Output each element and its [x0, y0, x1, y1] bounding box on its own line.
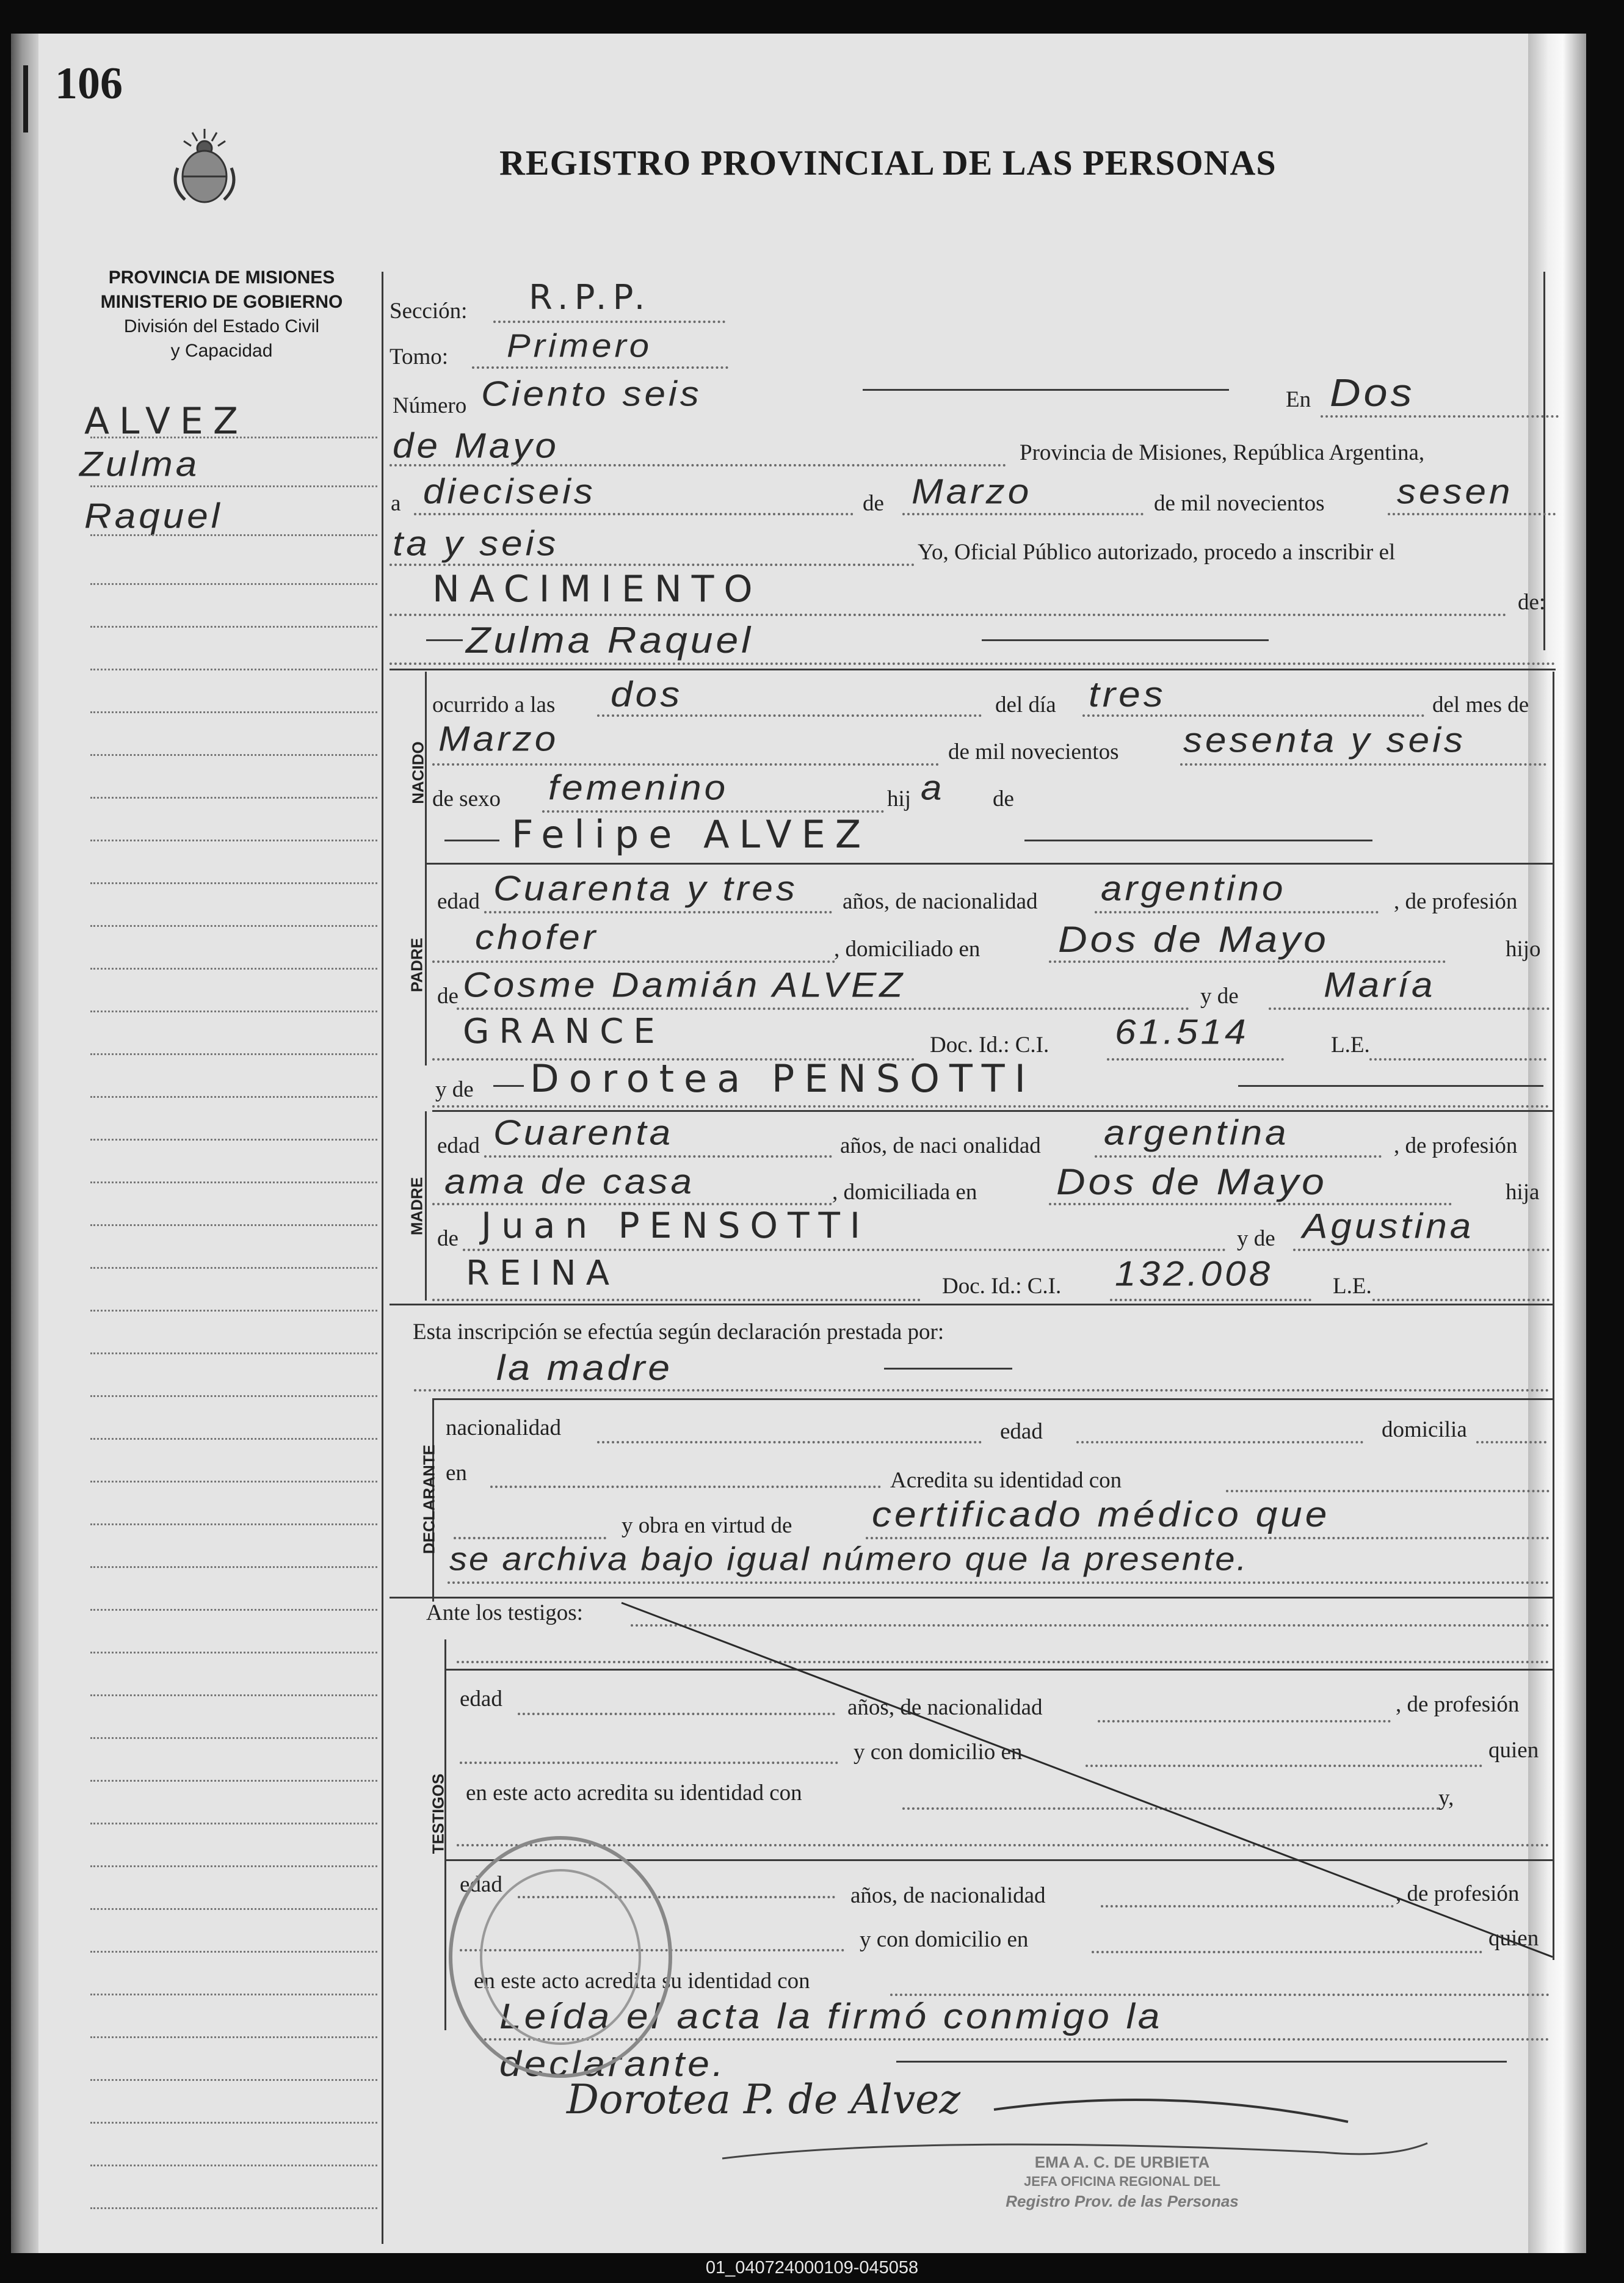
label-yo: Yo, Oficial Público autorizado, procedo a inscribir el — [918, 540, 1396, 565]
official-stamp — [939, 2152, 1305, 2211]
side-label-padre: PADRE — [407, 937, 426, 993]
page-number: 106 — [55, 59, 123, 109]
label-domicilio-t1: y con domicilio en — [854, 1740, 1023, 1765]
label-doc-id-madre: Doc. Id.: C.I. — [942, 1274, 1062, 1299]
label-quien-t2: quien — [1488, 1926, 1539, 1951]
field-madre: Dorotea PENSOTTI — [530, 1056, 1035, 1101]
label-hija: hija — [1506, 1180, 1540, 1205]
side-label-nacido: NACIDO — [408, 741, 427, 804]
stamp-line-1: EMA A. C. DE URBIETA — [1034, 2153, 1210, 2171]
document-page — [11, 34, 1586, 2253]
side-label-madre: MADRE — [407, 1177, 426, 1236]
label-de-mil-2: de mil novecientos — [948, 739, 1119, 764]
label-anos-nac-t1: años, de nacionalidad — [847, 1695, 1043, 1720]
image-footer-caption: 01_040724000109-045058 — [0, 2253, 1624, 2283]
field-sexo: femenino — [548, 768, 729, 808]
label-y-coma: y, — [1438, 1785, 1454, 1810]
field-obra-2: se archiva bajo igual número que la presente. — [449, 1541, 1249, 1578]
field-anio-1: sesen — [1397, 472, 1513, 512]
label-y-de-2: y de — [435, 1077, 474, 1102]
label-en-este-acto-t2: en este acto acredita su identidad con — [474, 1969, 810, 1994]
field-abuela-m-2: REINA — [466, 1254, 620, 1293]
margin-name-2: Raquel — [84, 496, 223, 536]
label-obra: y obra en virtud de — [622, 1513, 792, 1538]
label-anos-nac-madre: años, de naci onalidad — [840, 1133, 1041, 1158]
label-en-decl: en — [446, 1461, 467, 1486]
stamp-line-3: Registro Prov. de las Personas — [1006, 2192, 1239, 2210]
field-declarante: la madre — [496, 1347, 673, 1388]
field-madre-ci: 132.008 — [1115, 1254, 1274, 1294]
field-dia: dieciseis — [423, 472, 596, 512]
field-anio-nac: sesenta y seis — [1183, 720, 1466, 760]
label-en-este-acto-t1: en este acto acredita su identidad con — [466, 1780, 802, 1806]
field-padre-ci: 61.514 — [1115, 1012, 1249, 1052]
label-hij: hij — [887, 786, 912, 811]
label-de-sexo: de sexo — [432, 786, 501, 811]
label-edad-t2: edad — [460, 1872, 502, 1897]
field-obra-1: certificado médico que — [872, 1494, 1330, 1535]
field-abuela-m-1: Agustina — [1302, 1207, 1474, 1246]
field-madre-prof: ama de casa — [444, 1162, 695, 1202]
label-profesion-t2: , de profesión — [1396, 1881, 1520, 1906]
signature: Dorotea P. de Alvez — [567, 2076, 961, 2123]
label-le-madre: L.E. — [1333, 1274, 1372, 1299]
field-lugar: de Mayo — [393, 426, 559, 466]
label-anos-nac-padre: años, de nacionalidad — [843, 889, 1038, 914]
field-nombre: Zulma Raquel — [466, 619, 753, 661]
label-domicilio-t2: y con domicilio en — [860, 1927, 1029, 1952]
label-numero: Número — [393, 393, 467, 418]
field-padre-edad: Cuarenta y tres — [493, 869, 798, 909]
label-y-de-madre: y de — [1237, 1226, 1275, 1251]
field-tomo: Primero — [507, 327, 653, 365]
field-padre-dom: Dos de Mayo — [1058, 918, 1329, 960]
label-anos-nac-t2: años, de nacionalidad — [850, 1883, 1046, 1908]
margin-name-1: Zulma — [79, 445, 200, 484]
field-padre-prof: chofer — [475, 918, 599, 957]
field-leida-1: Leída el acta la firmó conmigo la — [499, 1995, 1163, 2037]
field-anio-2: ta y seis — [393, 524, 559, 564]
label-hijo: hijo — [1506, 937, 1541, 962]
official-seal — [438, 1829, 683, 2088]
label-en: En — [1286, 387, 1311, 412]
label-domiciliada: , domiciliada en — [832, 1180, 977, 1205]
field-abuela-p-2: GRANCE — [463, 1012, 665, 1051]
label-de-2: de — [993, 786, 1014, 811]
label-edad-padre: edad — [437, 889, 480, 914]
label-provincia: Provincia de Misiones, República Argentina, — [1020, 440, 1425, 465]
field-abuela-p-1: María — [1324, 965, 1436, 1005]
label-de-mil: de mil novecientos — [1154, 491, 1325, 516]
document-title: REGISTRO PROVINCIAL DE LAS PERSONAS — [499, 143, 1277, 183]
label-de: de — [863, 491, 884, 516]
margin-surname: ALVEZ — [84, 400, 248, 443]
label-profesion-t1: , de profesión — [1396, 1692, 1520, 1717]
label-del-mes: del mes de — [1432, 692, 1529, 717]
label-profesion-padre: , de profesión — [1394, 889, 1518, 914]
label-de-madre: de — [437, 1226, 459, 1251]
issuer-ministry: MINISTERIO DE GOBIERNO — [100, 292, 343, 312]
diagonal-cancel-line — [11, 34, 1586, 2253]
issuer-province: PROVINCIA DE MISIONES — [108, 267, 335, 288]
label-edad-madre: edad — [437, 1133, 480, 1158]
field-mes: Marzo — [912, 472, 1032, 512]
field-numero: Ciento seis — [481, 374, 702, 414]
field-hij-suffix: a — [921, 768, 945, 808]
label-le-padre: L.E. — [1331, 1033, 1370, 1058]
field-dia-nac: tres — [1089, 673, 1166, 715]
label-domiciliado: , domiciliado en — [834, 937, 981, 962]
label-tomo: Tomo: — [390, 344, 449, 369]
field-padre: Felipe ALVEZ — [512, 812, 871, 857]
label-del-dia: del día — [995, 692, 1056, 717]
field-mes-nac: Marzo — [438, 719, 559, 759]
label-acredita: Acredita su identidad con — [890, 1468, 1122, 1493]
label-edad-decl: edad — [1000, 1419, 1043, 1444]
field-en: Dos — [1330, 371, 1415, 415]
field-abuelo-m: Juan PENSOTTI — [481, 1205, 871, 1246]
field-madre-dom: Dos de Mayo — [1056, 1160, 1327, 1203]
label-y-de: y de — [1200, 984, 1239, 1009]
label-nacionalidad-decl: nacionalidad — [446, 1415, 562, 1440]
label-ante-testigos: Ante los testigos: — [426, 1600, 583, 1625]
field-madre-nac: argentina — [1104, 1113, 1289, 1153]
label-a: a — [391, 491, 401, 516]
label-doc-id-padre: Doc. Id.: C.I. — [930, 1033, 1049, 1058]
field-seccion: R.P.P. — [529, 278, 651, 318]
issuer-division-2: y Capacidad — [170, 341, 273, 361]
side-label-testigos: TESTIGOS — [429, 1773, 448, 1854]
label-quien-t1: quien — [1488, 1738, 1539, 1763]
label-esta-inscripcion: Esta inscripción se efectúa según declaración prestada por: — [413, 1319, 944, 1345]
field-acto: NACIMIENTO — [432, 568, 763, 611]
label-de-colon: de: — [1518, 590, 1546, 615]
label-ocurrido: ocurrido a las — [432, 692, 556, 717]
label-seccion: Sección: — [390, 299, 468, 324]
field-abuelo-p: Cosme Damián ALVEZ — [463, 965, 906, 1005]
issuer-division: División del Estado Civil — [123, 316, 320, 336]
label-de-3: de — [437, 984, 459, 1009]
field-leida-2: declarante. — [499, 2043, 727, 2085]
field-hora: dos — [611, 673, 683, 715]
field-padre-nac: argentino — [1101, 869, 1286, 909]
side-label-declarante: DECLARANTE — [419, 1444, 438, 1555]
label-profesion-madre: , de profesión — [1394, 1133, 1518, 1158]
stamp-line-2: JEFA OFICINA REGIONAL DEL — [1024, 2174, 1220, 2189]
field-madre-edad: Cuarenta — [493, 1113, 674, 1153]
label-edad-t1: edad — [460, 1686, 502, 1711]
label-domicilia: domicilia — [1382, 1417, 1467, 1442]
